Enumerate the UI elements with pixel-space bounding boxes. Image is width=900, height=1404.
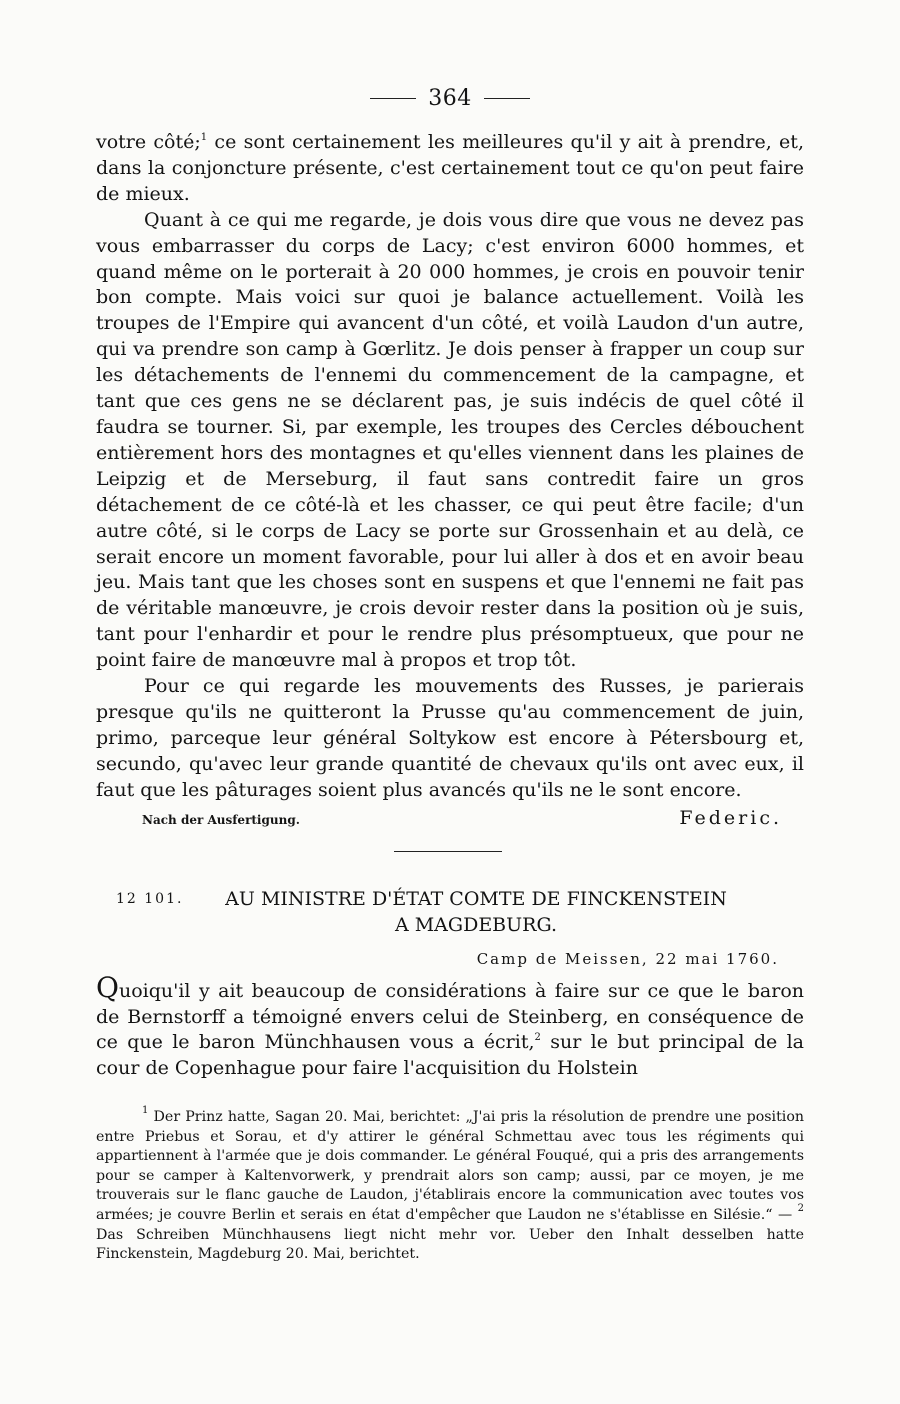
footnote-text: Der Prinz hatte, Sagan 20. Mai, berichtet: „J'ai pris la résolution de prendre une position entre Priebus et Sorau, et d'y attirer le général Schmettau avec tous les régiments qui appartiennent à l'armée que je dois commander. Le général Fouqué, qui a pris des arrangements pour se camper à Kaltenvorwerk, y prendrait alors son camp; aussi, par ce moyen, je me trouverais sur le flanc gauche de Laudon, j'établirais encore la communication avec toutes vos armées; je couvre Berlin et serais en état d'empêcher que Laudon ne s'établisse en Silésie.“ — xyxy=(96,1109,805,1223)
paragraph-text: votre côté; xyxy=(96,131,201,153)
paragraph-text: ce sont certainement les meilleures qu'il y ait à prendre, et, dans la conjoncture présente, c'est certainement tout ce qu'on peut faire de mieux. xyxy=(96,131,804,205)
page-number: 364 xyxy=(428,86,472,111)
paragraph: Quant à ce qui me regarde, je dois vous dire que vous ne devez pas vous embarrasser du corps de Lacy; c'est environ 6000 hommes, et quand même on le porterait à 20 000 hommes, je crois en pouvoir tenir bon compte. Mais voici sur quoi je balance actuellement. Voilà les troupes de l'Empire qui avancent d'un côté, et voilà Laudon d'un autre, qui va prendre son camp à Gœrlitz. Je dois penser à frapper un coup sur les détachements de l'ennemi du commencement de la campagne, et tant que ces gens ne se déclarent pas, je suis indécis de quel côté il faudra se tourner. Si, par exemple, les troupes des Cercles débouchent entièrement hors des montagnes et qu'elles viennent dans les plaines de Leipzig et de Merseburg, il faut sans contredit faire un gros détachement de ce côté-là et les chasser, ce qui peut être facile; d'un autre côté, si le corps de Lacy se porte sur Grossenhain et au delà, ce serait encore un moment favorable, pour lui aller à dos et en avoir beau jeu. Mais tant que les choses sont en suspens et que l'ennemi ne fait pas de véritable manœuvre, je crois devoir rester dans la position où je suis, tant pour l'enhardir et pour le rendre plus présomptueux, que pour ne point faire de manœuvre mal à propos et trop tôt. xyxy=(96,208,804,672)
footnote-number: 1 xyxy=(142,1105,149,1116)
heading-line: AU MINISTRE D'ÉTAT COMTE DE FINCKENSTEIN xyxy=(225,888,727,910)
letter-continuation xyxy=(96,130,804,804)
page-header xyxy=(0,86,900,111)
letter-text: uoiqu'il y ait beaucoup de considérations à faire sur ce que le baron de Bernstorff a témoigné envers celui de Steinberg, en conséquence de ce que le baron Münchhausen vous a écrit, xyxy=(96,980,804,1053)
header-rule-left xyxy=(370,98,416,99)
source-note: Nach der Ausfertigung. xyxy=(142,813,300,827)
footnote xyxy=(96,1105,805,1265)
section-divider xyxy=(394,851,502,852)
footnote-number: 2 xyxy=(797,1202,804,1214)
signoff xyxy=(142,807,782,829)
paragraph xyxy=(96,130,804,208)
footnotes xyxy=(96,1105,805,1265)
drop-cap: Q xyxy=(96,971,119,1004)
footnote-text: Das Schreiben Münchhausens liegt nicht mehr vor. Ueber den Inhalt desselben hatte Finckenstein, Magdeburg 20. Mai, berichtet. xyxy=(96,1226,804,1263)
letter-body xyxy=(96,971,804,1081)
letter-text: sur le but principal de la cour de Copenhague pour faire l'acquisition du Holstein xyxy=(96,1031,804,1079)
dateline: Camp de Meissen, 22 mai 1760. xyxy=(476,950,779,968)
letter-number: 12 101. xyxy=(116,891,184,907)
signature: Federic. xyxy=(679,807,782,829)
letter-heading xyxy=(116,886,796,938)
paragraph: Pour ce qui regarde les mouvements des Russes, je parierais presque qu'ils ne quitteront la Prusse qu'au commencement de juin, primo, parceque leur général Soltykow est encore à Pétersbourg et, secundo, qu'avec leur grande quantité de chevaux qu'ils ont avec eux, il faut que les pâturages soient plus avancés qu'ils ne le sont encore. xyxy=(96,675,804,801)
footnote-mark: 2 xyxy=(534,1032,541,1043)
header-rule-right xyxy=(484,98,530,99)
heading-line: A MAGDEBURG. xyxy=(394,914,558,936)
footnote-mark: 1 xyxy=(200,132,208,143)
